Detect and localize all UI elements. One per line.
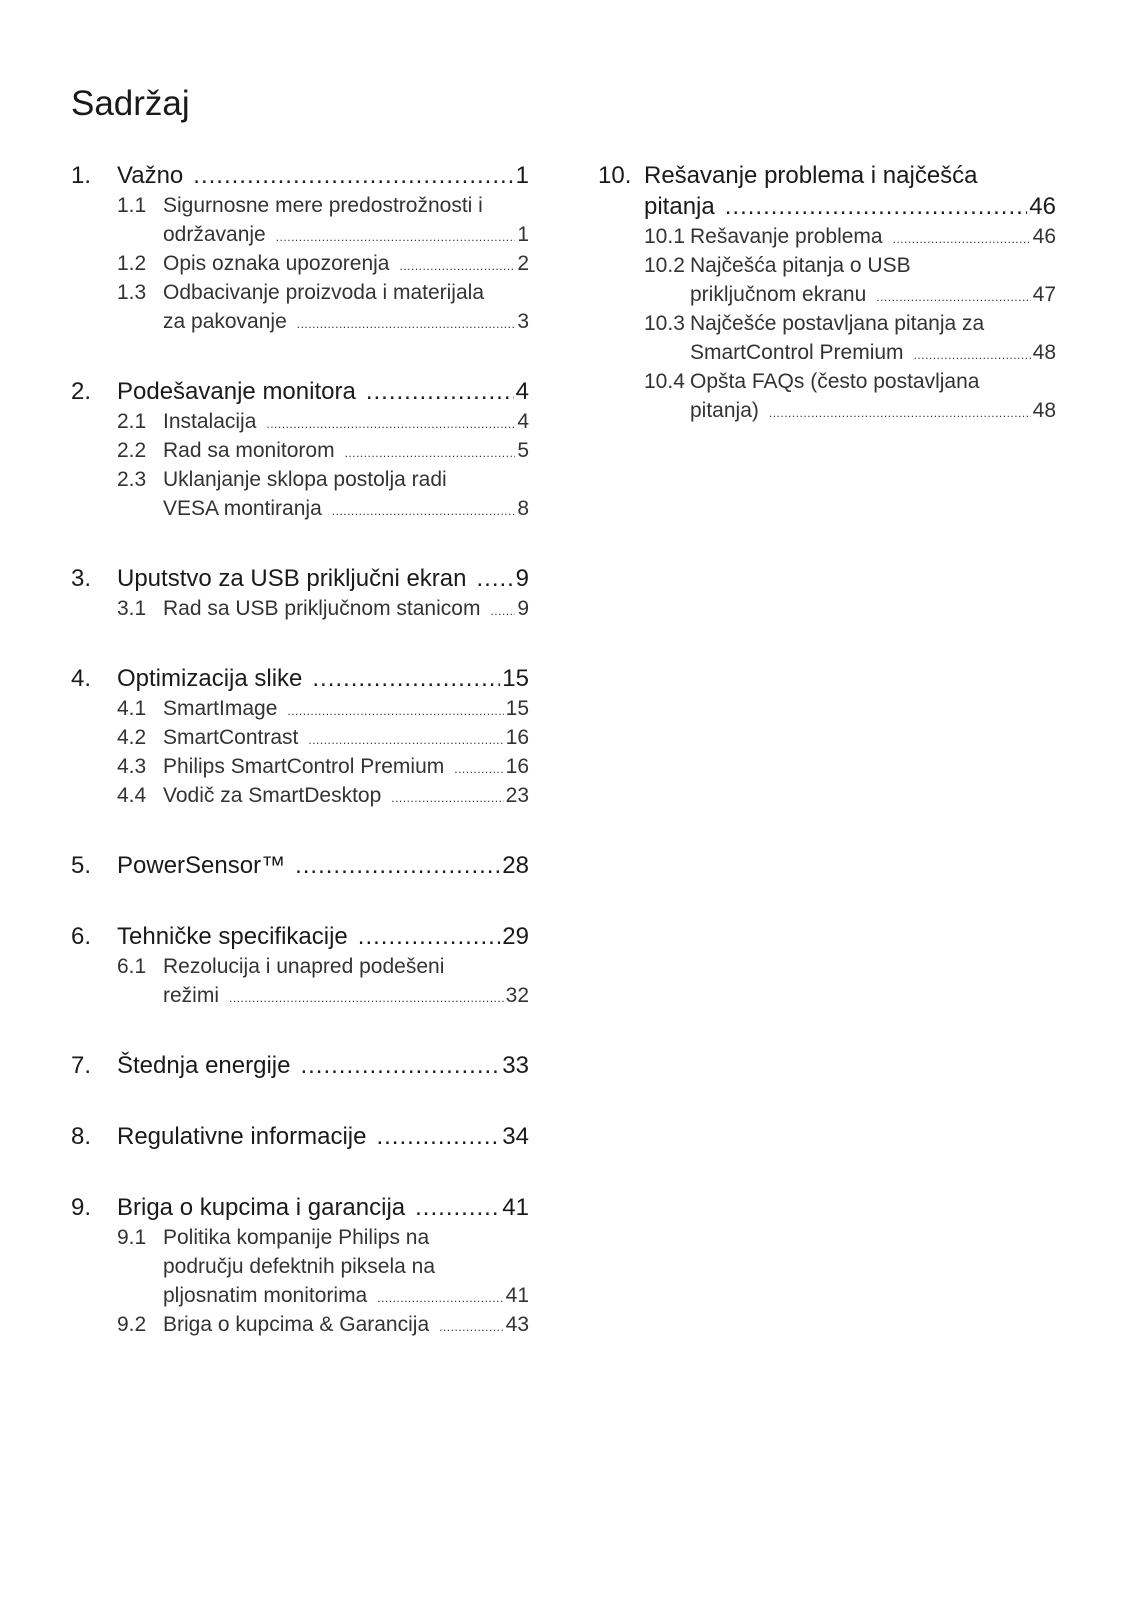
toc-subentry-line[interactable] xyxy=(71,407,529,436)
toc-subentry-line[interactable] xyxy=(598,367,1056,396)
chapter-title[interactable]: Važno xyxy=(117,162,184,189)
toc-subentry-line[interactable] xyxy=(71,278,529,307)
toc-chapter xyxy=(71,921,529,1010)
page-number[interactable]: 9 xyxy=(515,565,529,592)
dot-leader xyxy=(391,784,503,813)
chapter-title[interactable]: Podešavanje monitora xyxy=(117,378,356,405)
chapter-number: 9. xyxy=(71,1194,92,1221)
page-number[interactable]: 2 xyxy=(517,252,529,275)
dot-leader xyxy=(399,252,515,281)
page-number[interactable]: 43 xyxy=(505,1313,529,1336)
page-number[interactable]: 34 xyxy=(502,1123,529,1150)
toc-chapter-line[interactable] xyxy=(71,1192,529,1223)
dot-leader xyxy=(366,376,514,407)
section-title[interactable]: Politika kompanije Philips na xyxy=(163,1226,430,1249)
dot-leader xyxy=(297,310,516,339)
page-number[interactable]: 1 xyxy=(515,162,529,189)
dot-leader xyxy=(312,663,500,694)
toc-chapter-line[interactable] xyxy=(598,191,1056,222)
toc-subentry-line[interactable] xyxy=(71,723,529,752)
chapter-number: 1. xyxy=(71,162,92,189)
page-number[interactable]: 32 xyxy=(505,984,529,1007)
section-title[interactable]: održavanje xyxy=(163,223,266,246)
toc-chapter xyxy=(71,1050,529,1081)
section-title[interactable]: VESA montiranja xyxy=(163,497,322,520)
page-number[interactable]: 15 xyxy=(505,697,529,720)
page-number[interactable]: 4 xyxy=(517,410,529,433)
toc-subentry-line[interactable] xyxy=(598,396,1056,425)
section-number: 10.1 xyxy=(644,225,685,248)
section-title[interactable]: SmartContrast xyxy=(163,726,299,749)
section-title[interactable]: Odbacivanje proizvoda i materijala xyxy=(163,281,484,304)
section-number: 6.1 xyxy=(117,955,147,978)
section-title[interactable]: Vodič za SmartDesktop xyxy=(163,784,382,807)
toc-subentry-line[interactable] xyxy=(71,1252,529,1281)
section-title[interactable]: Rad sa USB priključnom stanicom xyxy=(163,597,481,620)
dot-leader xyxy=(295,850,500,881)
toc-chapter-line[interactable] xyxy=(71,376,529,407)
section-title[interactable]: Najčešća pitanja o USB xyxy=(690,254,911,277)
section-title[interactable]: Rad sa monitorom xyxy=(163,439,335,462)
page-number[interactable]: 41 xyxy=(502,1194,529,1221)
dot-leader xyxy=(308,726,503,755)
dot-leader xyxy=(476,563,513,594)
section-title[interactable]: SmartControl Premium xyxy=(690,341,904,364)
page-number[interactable]: 48 xyxy=(1032,341,1056,364)
section-title[interactable]: SmartImage xyxy=(163,697,278,720)
toc-chapter xyxy=(598,160,1056,425)
page-number[interactable]: 46 xyxy=(1029,193,1056,220)
page-number[interactable]: 8 xyxy=(517,497,529,520)
toc-subentry-line[interactable] xyxy=(71,494,529,523)
chapter-title[interactable]: Regulativne informacije xyxy=(117,1123,367,1150)
dot-leader xyxy=(376,1121,500,1152)
dot-leader xyxy=(358,921,501,952)
section-title[interactable]: za pakovanje xyxy=(163,310,287,333)
dot-leader xyxy=(266,410,515,439)
dot-leader xyxy=(276,223,516,252)
toc-subentry-line[interactable] xyxy=(71,249,529,278)
toc-chapter-line[interactable] xyxy=(71,850,529,881)
chapter-title[interactable]: Štednja energije xyxy=(117,1052,291,1079)
page-number[interactable]: 5 xyxy=(517,439,529,462)
section-title[interactable]: Najčešće postavljana pitanja za xyxy=(690,312,985,335)
toc-subentry-line[interactable] xyxy=(71,220,529,249)
section-title[interactable]: Rezolucija i unapred podešeni xyxy=(163,955,445,978)
dot-leader xyxy=(893,225,1031,254)
dot-leader xyxy=(332,497,516,526)
page-number[interactable]: 23 xyxy=(505,784,529,807)
dot-leader xyxy=(193,160,513,191)
page-number[interactable]: 3 xyxy=(517,310,529,333)
chapter-number: 4. xyxy=(71,665,92,692)
toc-subentry-line[interactable] xyxy=(71,1281,529,1310)
toc-subentry-line[interactable] xyxy=(71,436,529,465)
section-number: 4.1 xyxy=(117,697,147,720)
section-title[interactable]: području defektnih piksela na xyxy=(163,1255,436,1278)
chapter-title[interactable]: Uputstvo za USB priključni ekran xyxy=(117,565,467,592)
toc-chapter xyxy=(71,563,529,623)
section-title[interactable]: Philips SmartControl Premium xyxy=(163,755,445,778)
section-number: 1.1 xyxy=(117,194,147,217)
toc-subentry-line[interactable] xyxy=(598,222,1056,251)
dot-leader xyxy=(439,1313,504,1342)
toc-subentry-line[interactable] xyxy=(71,781,529,810)
toc-subentry-line[interactable] xyxy=(71,191,529,220)
section-number: 4.4 xyxy=(117,784,147,807)
toc-subentry-line[interactable] xyxy=(71,694,529,723)
section-number: 4.2 xyxy=(117,726,147,749)
toc-subentry-line[interactable] xyxy=(598,309,1056,338)
toc-subentry-line[interactable] xyxy=(71,952,529,981)
toc-chapter-line[interactable] xyxy=(71,663,529,694)
section-number: 9.1 xyxy=(117,1226,147,1249)
section-title[interactable]: Opšta FAQs (često postavljana xyxy=(690,370,980,393)
section-number: 1.2 xyxy=(117,252,147,275)
toc-chapter-line[interactable] xyxy=(71,1050,529,1081)
toc-column-left xyxy=(71,160,529,1379)
section-title[interactable]: pitanja) xyxy=(690,399,759,422)
toc-chapter-line[interactable] xyxy=(71,160,529,191)
page-number[interactable]: 15 xyxy=(502,665,529,692)
dot-leader xyxy=(345,439,516,468)
dot-leader xyxy=(300,1050,500,1081)
page-number[interactable]: 1 xyxy=(517,223,529,246)
page-number[interactable]: 41 xyxy=(505,1284,529,1307)
section-number: 2.1 xyxy=(117,410,147,433)
chapter-title[interactable]: Briga o kupcima i garancija xyxy=(117,1194,406,1221)
toc-chapter xyxy=(71,1121,529,1152)
toc-subentry-line[interactable] xyxy=(71,594,529,623)
chapter-number: 7. xyxy=(71,1052,92,1079)
toc-chapter-line[interactable] xyxy=(71,921,529,952)
dot-leader xyxy=(490,597,515,626)
toc-subentry-line[interactable] xyxy=(71,981,529,1010)
section-title[interactable]: Briga o kupcima & Garancija xyxy=(163,1313,430,1336)
section-number: 2.2 xyxy=(117,439,147,462)
page-number[interactable]: 16 xyxy=(505,726,529,749)
dot-leader xyxy=(415,1192,500,1223)
dot-leader xyxy=(377,1284,503,1313)
chapter-number: 8. xyxy=(71,1123,92,1150)
page-number[interactable]: 9 xyxy=(517,597,529,620)
toc-chapter xyxy=(71,1192,529,1339)
dot-leader xyxy=(725,191,1028,222)
section-number: 3.1 xyxy=(117,597,147,620)
section-number: 10.2 xyxy=(644,254,685,277)
toc-subentry-line[interactable] xyxy=(71,1223,529,1252)
chapter-title[interactable]: Optimizacija slike xyxy=(117,665,303,692)
page-number[interactable]: 46 xyxy=(1032,225,1056,248)
page-number[interactable]: 4 xyxy=(515,378,529,405)
chapter-title[interactable]: Rešavanje problema i najčešća xyxy=(644,162,978,189)
section-title[interactable]: Instalacija xyxy=(163,410,257,433)
section-number: 2.3 xyxy=(117,468,147,491)
page-number[interactable]: 28 xyxy=(502,852,529,879)
toc-chapter xyxy=(71,376,529,523)
section-number: 10.3 xyxy=(644,312,685,335)
toc-subentry-line[interactable] xyxy=(71,1310,529,1339)
section-title[interactable]: režimi xyxy=(163,984,219,1007)
page-number[interactable]: 33 xyxy=(502,1052,529,1079)
chapter-title[interactable]: pitanja xyxy=(644,193,715,220)
chapter-number: 10. xyxy=(598,162,632,189)
dot-leader xyxy=(229,984,504,1013)
toc-chapter-line[interactable] xyxy=(71,563,529,594)
section-title[interactable]: Sigurnosne mere predostrožnosti i xyxy=(163,194,483,217)
section-number: 4.3 xyxy=(117,755,147,778)
section-title[interactable]: priključnom ekranu xyxy=(690,283,867,306)
page-number[interactable]: 48 xyxy=(1032,399,1056,422)
chapter-number: 3. xyxy=(71,565,92,592)
dot-leader xyxy=(769,399,1031,428)
page-title: Sadržaj xyxy=(71,84,190,123)
toc-subentry-line[interactable] xyxy=(71,307,529,336)
dot-leader xyxy=(914,341,1031,370)
chapter-number: 6. xyxy=(71,923,92,950)
toc-subentry-line[interactable] xyxy=(71,752,529,781)
toc-subentry-line[interactable] xyxy=(598,338,1056,367)
toc-chapter-line[interactable] xyxy=(71,1121,529,1152)
page-number[interactable]: 16 xyxy=(505,755,529,778)
toc-subentry-line[interactable] xyxy=(598,280,1056,309)
section-number: 10.4 xyxy=(644,370,685,393)
page-number[interactable]: 47 xyxy=(1032,283,1056,306)
chapter-number: 5. xyxy=(71,852,92,879)
chapter-number: 2. xyxy=(71,378,92,405)
page-number[interactable]: 29 xyxy=(502,923,529,950)
section-title[interactable]: pljosnatim monitorima xyxy=(163,1284,368,1307)
toc-chapter-line[interactable] xyxy=(598,160,1056,191)
dot-leader xyxy=(287,697,503,726)
dot-leader xyxy=(454,755,503,784)
dot-leader xyxy=(876,283,1030,312)
section-number: 1.3 xyxy=(117,281,147,304)
toc-chapter xyxy=(71,663,529,810)
toc-subentry-line[interactable] xyxy=(71,465,529,494)
chapter-title[interactable]: PowerSensor™ xyxy=(117,852,286,879)
section-title[interactable]: Uklanjanje sklopa postolja radi xyxy=(163,468,447,491)
chapter-title[interactable]: Tehničke specifikacije xyxy=(117,923,348,950)
toc-column-right xyxy=(598,160,1056,465)
toc-subentry-line[interactable] xyxy=(598,251,1056,280)
section-title[interactable]: Rešavanje problema xyxy=(690,225,883,248)
section-title[interactable]: Opis oznaka upozorenja xyxy=(163,252,390,275)
toc-chapter xyxy=(71,850,529,881)
toc-chapter xyxy=(71,160,529,336)
section-number: 9.2 xyxy=(117,1313,147,1336)
